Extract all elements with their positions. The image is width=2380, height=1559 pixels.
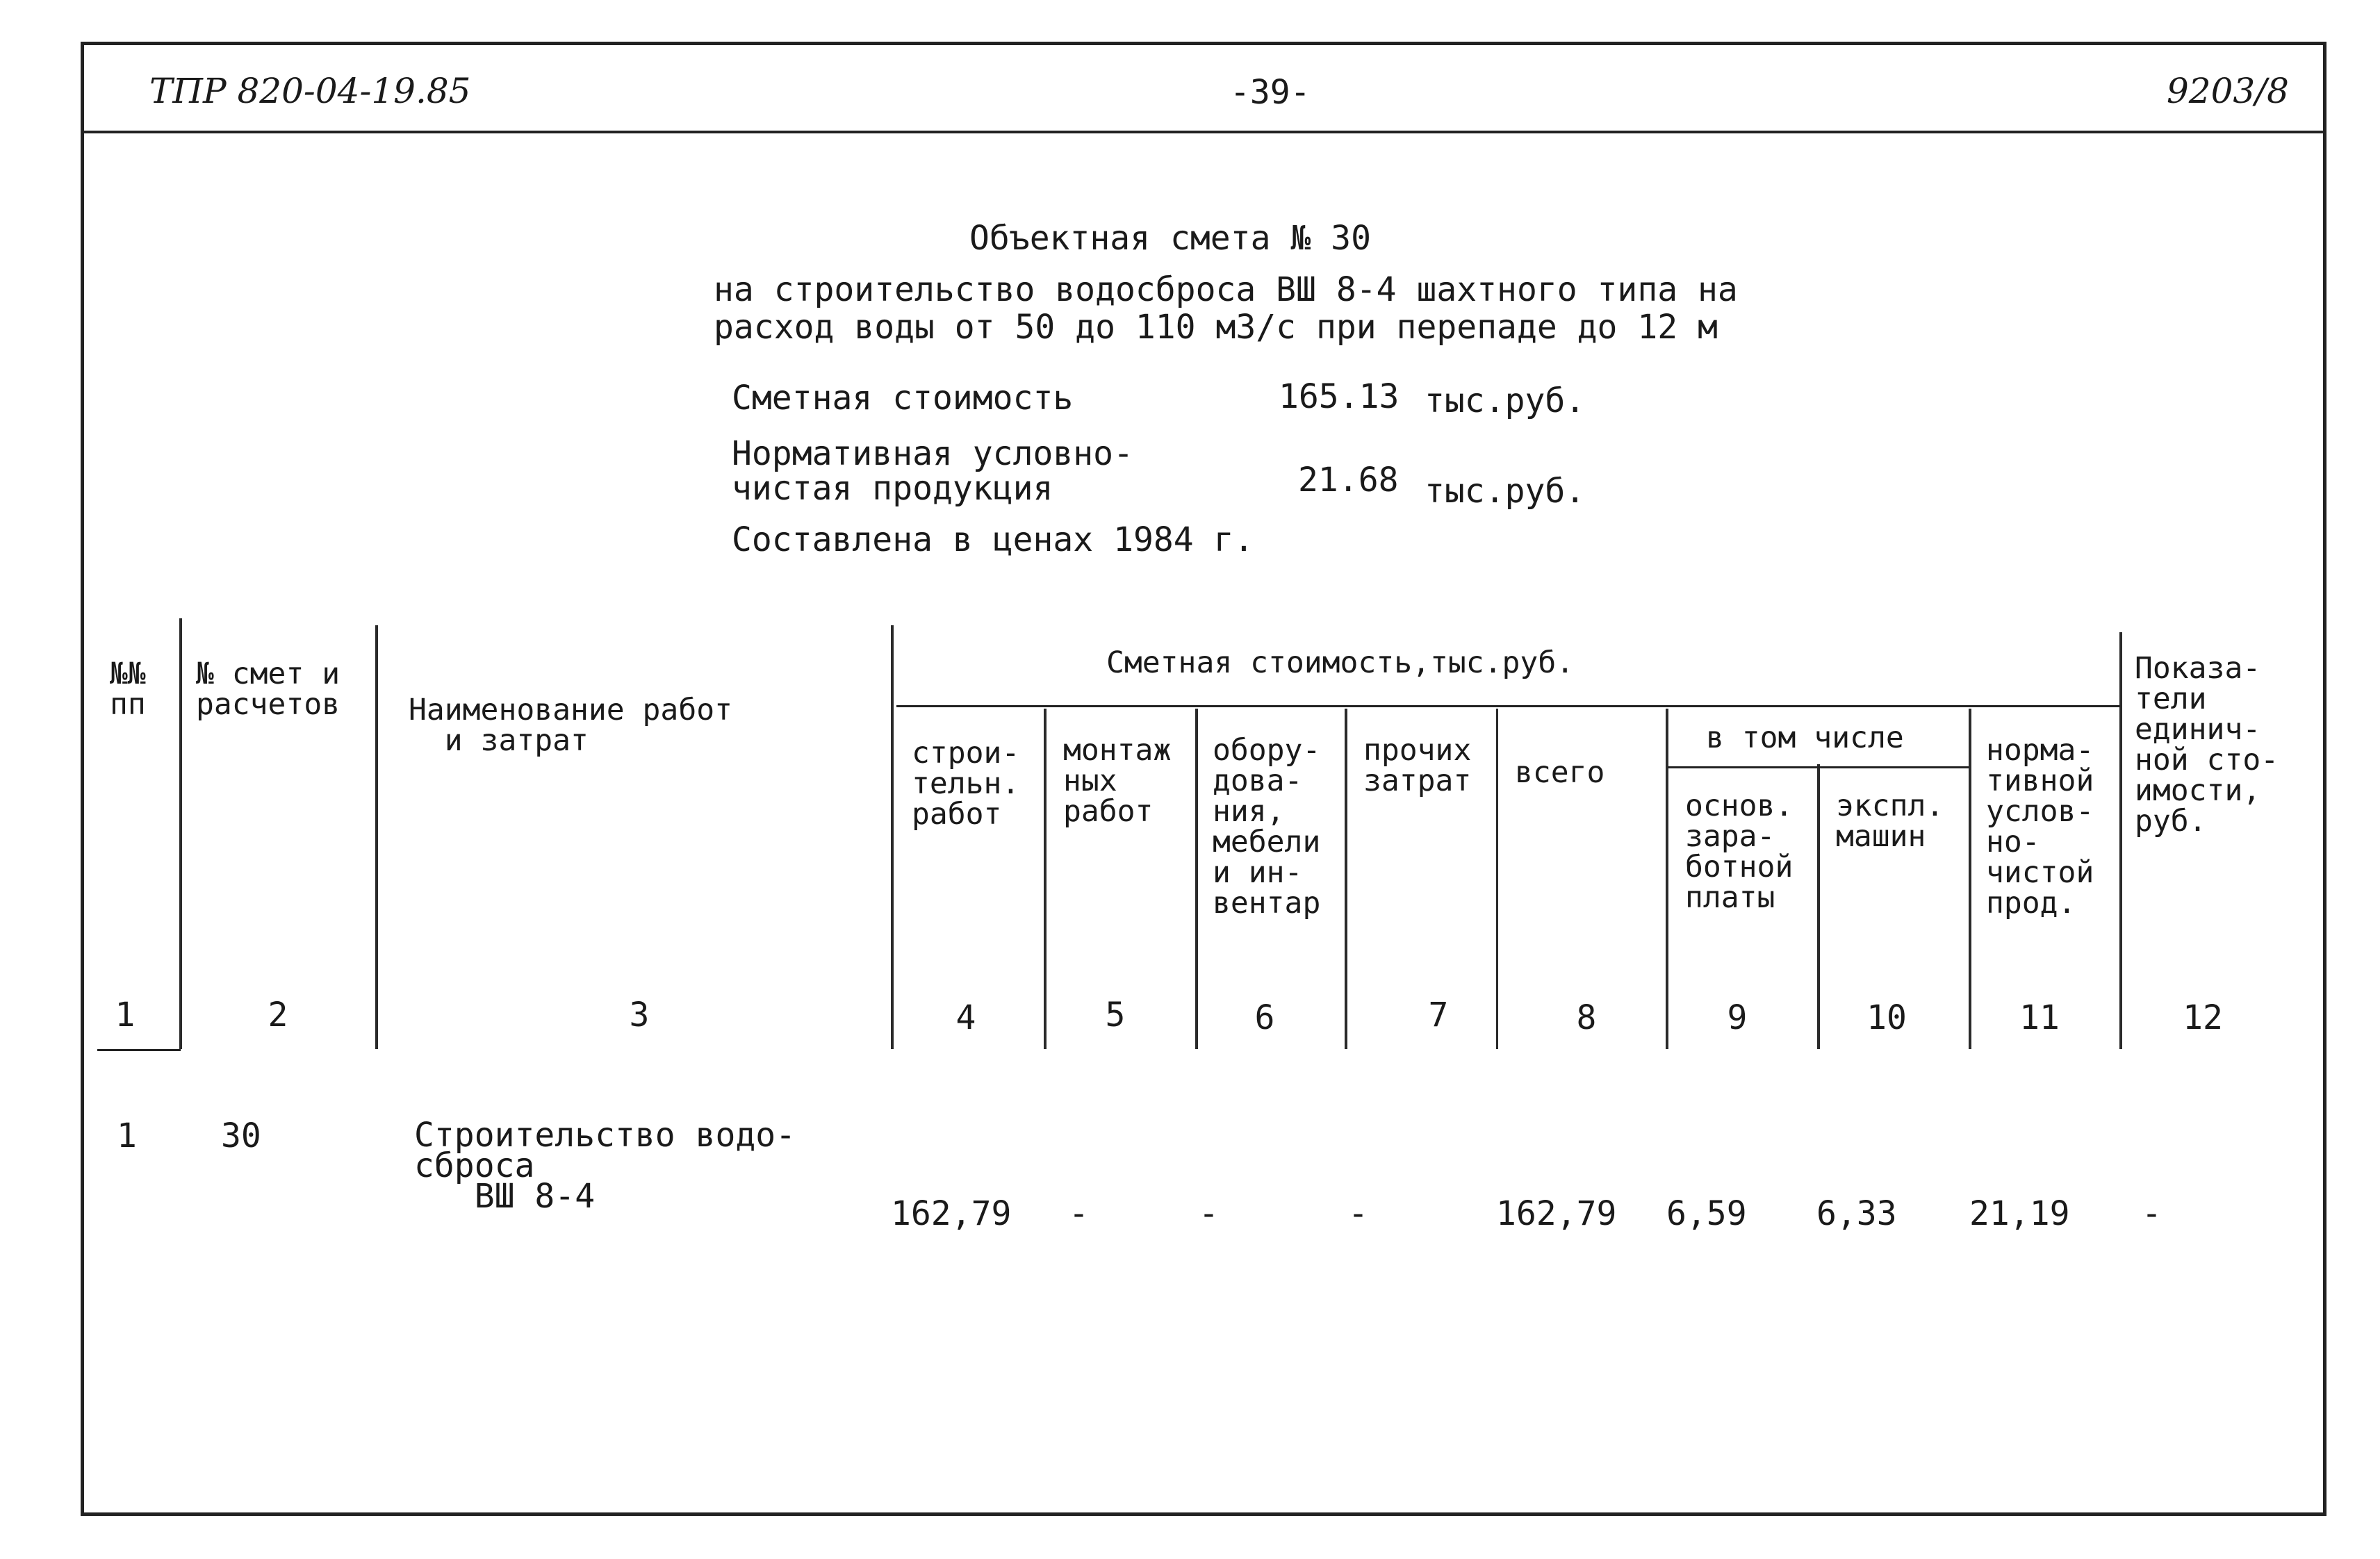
column-number: 7 xyxy=(1428,996,1449,1034)
column-number: 12 xyxy=(2183,998,2223,1037)
production-label: Нормативная условно- чистая продукция xyxy=(732,434,1133,508)
header-normative: норма- тивной услов- но- чистой прод. xyxy=(1986,733,2094,921)
header-wages: основ. зара- ботной платы xyxy=(1685,789,1794,915)
header-bottom-line xyxy=(97,1049,181,1051)
col-divider-4 xyxy=(1044,709,1047,1049)
column-number: 11 xyxy=(2019,998,2060,1037)
doc-code: ТПР 820-04-19.85 xyxy=(149,71,471,111)
row-machines: 6,33 xyxy=(1816,1194,1897,1233)
row-construction: 162,79 xyxy=(891,1194,1012,1233)
header-name: Наименование работ и затрат xyxy=(409,693,732,758)
header-total: всего xyxy=(1515,755,1605,790)
production-value: 21.68 xyxy=(1298,461,1399,500)
col-divider-6 xyxy=(1345,709,1347,1049)
cost-label: Сметная стоимость xyxy=(732,379,1074,418)
header-including: в том числе xyxy=(1706,720,1904,755)
row-num: 1 xyxy=(117,1116,137,1155)
estimate-subtitle-line1: на строительство водосброса ВШ 8-4 шахтного типа на xyxy=(714,270,1738,309)
col-divider-11 xyxy=(2119,632,2122,1049)
column-number: 9 xyxy=(1727,998,1748,1037)
estimate-title: Объектная смета № 30 xyxy=(969,219,1371,258)
header-machines: экспл. машин xyxy=(1836,789,1944,854)
including-underline xyxy=(1668,766,1969,768)
column-number: 2 xyxy=(268,996,288,1034)
col-divider-3 xyxy=(891,625,894,1049)
column-number: 6 xyxy=(1254,998,1275,1037)
production-unit: тыс.руб. xyxy=(1425,472,1586,511)
header-equipment: обору- дова- ния, мебели и ин- вентар xyxy=(1213,733,1321,921)
row-name: Строительство водо- сброса ВШ 8-4 xyxy=(414,1116,796,1216)
sheet-code: 9203/8 xyxy=(2167,71,2289,111)
col-divider-2 xyxy=(375,625,378,1049)
row-installation: - xyxy=(1069,1194,1089,1233)
header-num: №№ пп xyxy=(110,657,146,722)
col-divider-5 xyxy=(1195,709,1198,1049)
cost-group-underline xyxy=(896,705,2119,707)
col-divider-9 xyxy=(1817,764,1820,1049)
row-equipment: - xyxy=(1199,1194,1219,1233)
estimate-subtitle-line2: расход воды от 50 до 110 м3/с при перепаде до 12 м xyxy=(714,308,1718,347)
cost-unit: тыс.руб. xyxy=(1425,381,1586,420)
header-divider xyxy=(81,131,2326,133)
header-indicators: Показа- тели единич- ной сто- имости, руб. xyxy=(2135,651,2279,839)
column-number: 4 xyxy=(955,998,976,1037)
header-installation: монтаж ных работ xyxy=(1063,733,1172,829)
col-divider-8 xyxy=(1666,709,1668,1049)
row-wages: 6,59 xyxy=(1666,1194,1747,1233)
row-normative: 21,19 xyxy=(1969,1194,2070,1233)
header-other: прочих затрат xyxy=(1363,733,1472,798)
column-number: 10 xyxy=(1866,998,1907,1037)
column-number: 1 xyxy=(115,996,136,1034)
col-divider-7 xyxy=(1496,709,1498,1049)
header-cost-group: Сметная стоимость,тыс.руб. xyxy=(1106,645,1575,680)
page-number: -39- xyxy=(1230,73,1311,112)
col-divider-10 xyxy=(1969,709,1971,1049)
prices-note: Составлена в ценах 1984 г. xyxy=(732,520,1254,559)
header-estimate-no: № смет и расчетов xyxy=(196,657,340,722)
col-divider-1 xyxy=(179,618,182,1049)
row-estimate-no: 30 xyxy=(221,1116,261,1155)
column-number: 8 xyxy=(1576,998,1597,1037)
cost-value: 165.13 xyxy=(1279,377,1400,416)
column-number: 5 xyxy=(1105,996,1126,1034)
column-number: 3 xyxy=(629,996,650,1034)
row-other: - xyxy=(1348,1194,1368,1233)
row-indicators: - xyxy=(2142,1194,2162,1233)
row-total: 162,79 xyxy=(1496,1194,1617,1233)
header-construction: строи- тельн. работ xyxy=(912,736,1020,832)
